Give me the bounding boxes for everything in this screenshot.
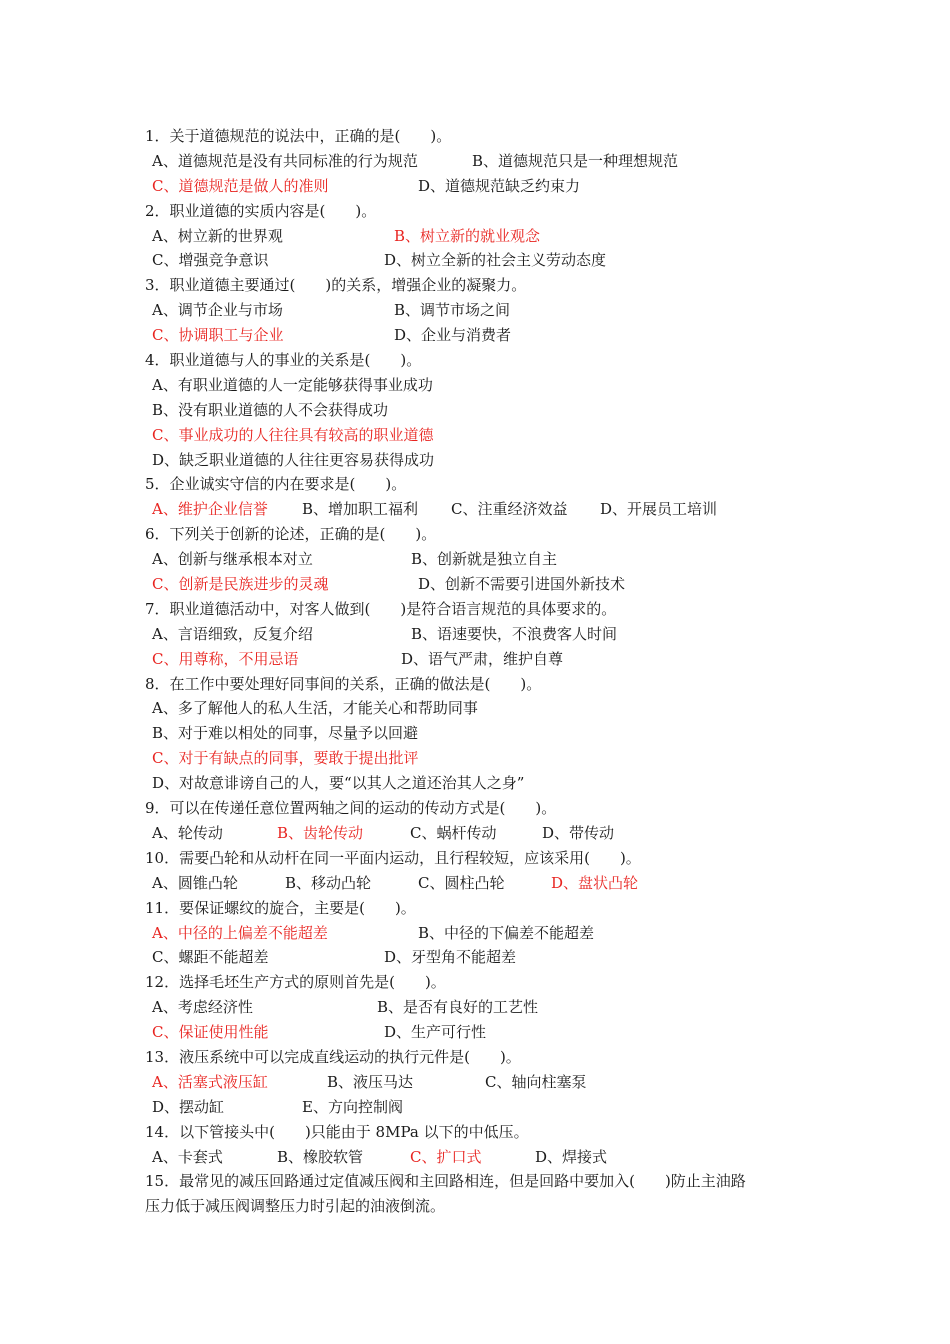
answer-option-a: A、创新与继承根本对立 (152, 550, 313, 569)
answer-option-b: B、增加职工福利 (302, 500, 419, 519)
answer-option-d: D、树立全新的社会主义劳动态度 (384, 251, 607, 270)
question-5-stem: 5．企业诚实守信的内在要求是( )。 (145, 475, 407, 494)
question-6-options-row (145, 572, 815, 597)
answer-option-c-correct: C、道德规范是做人的准则 (152, 176, 329, 195)
question-12-stem: 12．选择毛坯生产方式的原则首先是( )。 (145, 973, 446, 992)
answer-option-b: B、移动凸轮 (285, 873, 372, 892)
answer-option-c-correct: C、对于有缺点的同事，要敢于提出批评 (152, 749, 419, 768)
answer-option-a: A、卡套式 (152, 1147, 223, 1166)
question-1-stem: 1．关于道德规范的说法中，正确的是( )。 (145, 127, 452, 145)
question-6-stem: 6．下列关于创新的论述，正确的是( )。 (145, 525, 437, 544)
question-5-options-row (145, 497, 815, 522)
answer-option-c-correct: C、用尊称，不用忌语 (152, 649, 299, 668)
question-9-stem: 9．可以在传递任意位置两轴之间的运动的传动方式是( )。 (145, 799, 557, 818)
question-11-options-row (145, 921, 815, 946)
answer-option-b: B、橡胶软管 (277, 1147, 364, 1166)
question-4-options-row (145, 398, 815, 423)
question-3-options-row (145, 323, 815, 348)
answer-option-a: A、言语细致，反复介绍 (152, 624, 313, 643)
answer-option-a-correct: A、维护企业信誉 (152, 500, 268, 519)
answer-option-c-correct: C、保证使用性能 (152, 1023, 269, 1042)
question-8-options-row (145, 746, 815, 771)
question-8-options-row (145, 721, 815, 746)
answer-option-c-correct: C、协调职工与企业 (152, 326, 284, 345)
answer-option-b-correct: B、齿轮传动 (277, 823, 364, 842)
question-1-options-row (145, 174, 815, 199)
question-7-stem: 7．职业道德活动中，对客人做到( )是符合语言规范的具体要求的。 (145, 599, 617, 618)
answer-option-a-correct: A、活塞式液压缸 (152, 1072, 268, 1091)
question-9-options-row (145, 821, 815, 846)
answer-option-d: D、生产可行性 (384, 1023, 487, 1042)
answer-option-d: D、牙型角不能超差 (384, 948, 517, 967)
answer-option-d: D、开展员工培训 (600, 500, 718, 519)
answer-option-d: D、创新不需要引进国外新技术 (418, 575, 626, 594)
answer-option-d: D、道德规范缺乏约束力 (418, 176, 581, 195)
answer-option-a: A、轮传动 (152, 823, 223, 842)
question-11-stem: 11．要保证螺纹的旋合，主要是( )。 (145, 898, 416, 917)
answer-option-e: E、方向控制阀 (302, 1097, 403, 1116)
answer-option-d: D、焊接式 (535, 1147, 608, 1166)
question-4-stem: 4．职业道德与人的事业的关系是( )。 (145, 351, 422, 370)
question-13-stem: 13．液压系统中可以完成直线运动的执行元件是( )。 (145, 1047, 521, 1066)
answer-option-b: B、液压马达 (327, 1072, 414, 1091)
question-12-options-row (145, 1020, 815, 1045)
answer-option-a: A、调节企业与市场 (152, 301, 283, 320)
question-11-options-row (145, 945, 815, 970)
question-7-options-row (145, 622, 815, 647)
answer-option-d: D、语气严肃，维护自尊 (401, 649, 564, 668)
question-10-stem: 10．需要凸轮和从动杆在同一平面内运动，且行程较短，应该采用( )。 (145, 848, 641, 867)
answer-option-c-correct: C、事业成功的人往往具有较高的职业道德 (152, 425, 434, 444)
answer-option-d: D、摆动缸 (152, 1097, 225, 1116)
answer-option-b: B、语速要快，不浪费客人时间 (411, 624, 618, 643)
answer-option-d: D、对故意诽谤自己的人，要“以其人之道还治其人之身” (152, 774, 525, 793)
answer-option-a: A、道德规范是没有共同标准的行为规范 (152, 151, 418, 170)
answer-option-b: B、道德规范只是一种理想规范 (472, 151, 679, 170)
answer-option-a-correct: A、中径的上偏差不能超差 (152, 923, 328, 942)
question-15-stem-continued: 压力低于减压阀调整压力时引起的油液倒流。 (145, 1197, 446, 1216)
answer-option-c: C、轴向柱塞泵 (485, 1072, 587, 1091)
question-3-options-row (145, 298, 815, 323)
question-4-options-row (145, 373, 815, 398)
question-2-options-row (145, 224, 815, 249)
answer-option-d-correct: D、盘状凸轮 (551, 873, 639, 892)
answer-option-b: B、创新就是独立自主 (411, 550, 558, 569)
answer-option-b-correct: B、树立新的就业观念 (394, 226, 541, 245)
answer-option-a: A、圆锥凸轮 (152, 873, 238, 892)
answer-option-b: B、对于难以相处的同事，尽量予以回避 (152, 724, 419, 743)
question-8-options-row (145, 771, 815, 796)
question-1-options-row (145, 149, 815, 174)
question-6-options-row (145, 547, 815, 572)
answer-option-d: D、缺乏职业道德的人往往更容易获得成功 (152, 450, 435, 469)
question-8-options-row (145, 696, 815, 721)
answer-option-a: A、考虑经济性 (152, 998, 253, 1017)
answer-option-c: C、蜗杆传动 (410, 823, 497, 842)
answer-option-c: C、增强竞争意识 (152, 251, 269, 270)
question-14-options-row (145, 1145, 815, 1170)
question-2-stem: 2．职业道德的实质内容是( )。 (145, 201, 377, 220)
question-8-stem: 8．在工作中要处理好同事间的关系，正确的做法是( )。 (145, 674, 542, 693)
answer-option-b: B、是否有良好的工艺性 (377, 998, 539, 1017)
question-4-options-row (145, 448, 815, 473)
question-13-options-row (145, 1070, 815, 1095)
answer-option-c-correct: C、创新是民族进步的灵魂 (152, 575, 329, 594)
question-12-options-row (145, 995, 815, 1020)
question-7-options-row (145, 647, 815, 672)
answer-option-a: A、有职业道德的人一定能够获得事业成功 (152, 375, 433, 394)
answer-option-d: D、企业与消费者 (394, 326, 512, 345)
question-15-stem: 15．最常见的减压回路通过定值减压阀和主回路相连，但是回路中要加入( )防止主油路 (145, 1172, 746, 1191)
question-3-stem: 3．职业道德主要通过( )的关系，增强企业的凝聚力。 (145, 276, 527, 295)
question-13-options-row (145, 1095, 815, 1120)
question-2-options-row (145, 248, 815, 273)
answer-option-d: D、带传动 (542, 823, 615, 842)
answer-option-b: B、没有职业道德的人不会获得成功 (152, 400, 389, 419)
answer-option-b: B、中径的下偏差不能超差 (418, 923, 595, 942)
question-4-options-row (145, 423, 815, 448)
answer-option-c: C、圆柱凸轮 (418, 873, 505, 892)
answer-option-c: C、注重经济效益 (451, 500, 568, 519)
answer-option-a: A、多了解他人的私人生活，才能关心和帮助同事 (152, 699, 478, 718)
question-list (145, 124, 815, 1219)
answer-option-c-correct: C、扩口式 (410, 1147, 482, 1166)
answer-option-a: A、树立新的世界观 (152, 226, 283, 245)
answer-option-c: C、螺距不能超差 (152, 948, 269, 967)
answer-option-b: B、调节市场之间 (394, 301, 511, 320)
question-14-stem: 14．以下管接头中( )只能由于 8MPa 以下的中低压。 (145, 1122, 529, 1141)
question-10-options-row (145, 871, 815, 896)
